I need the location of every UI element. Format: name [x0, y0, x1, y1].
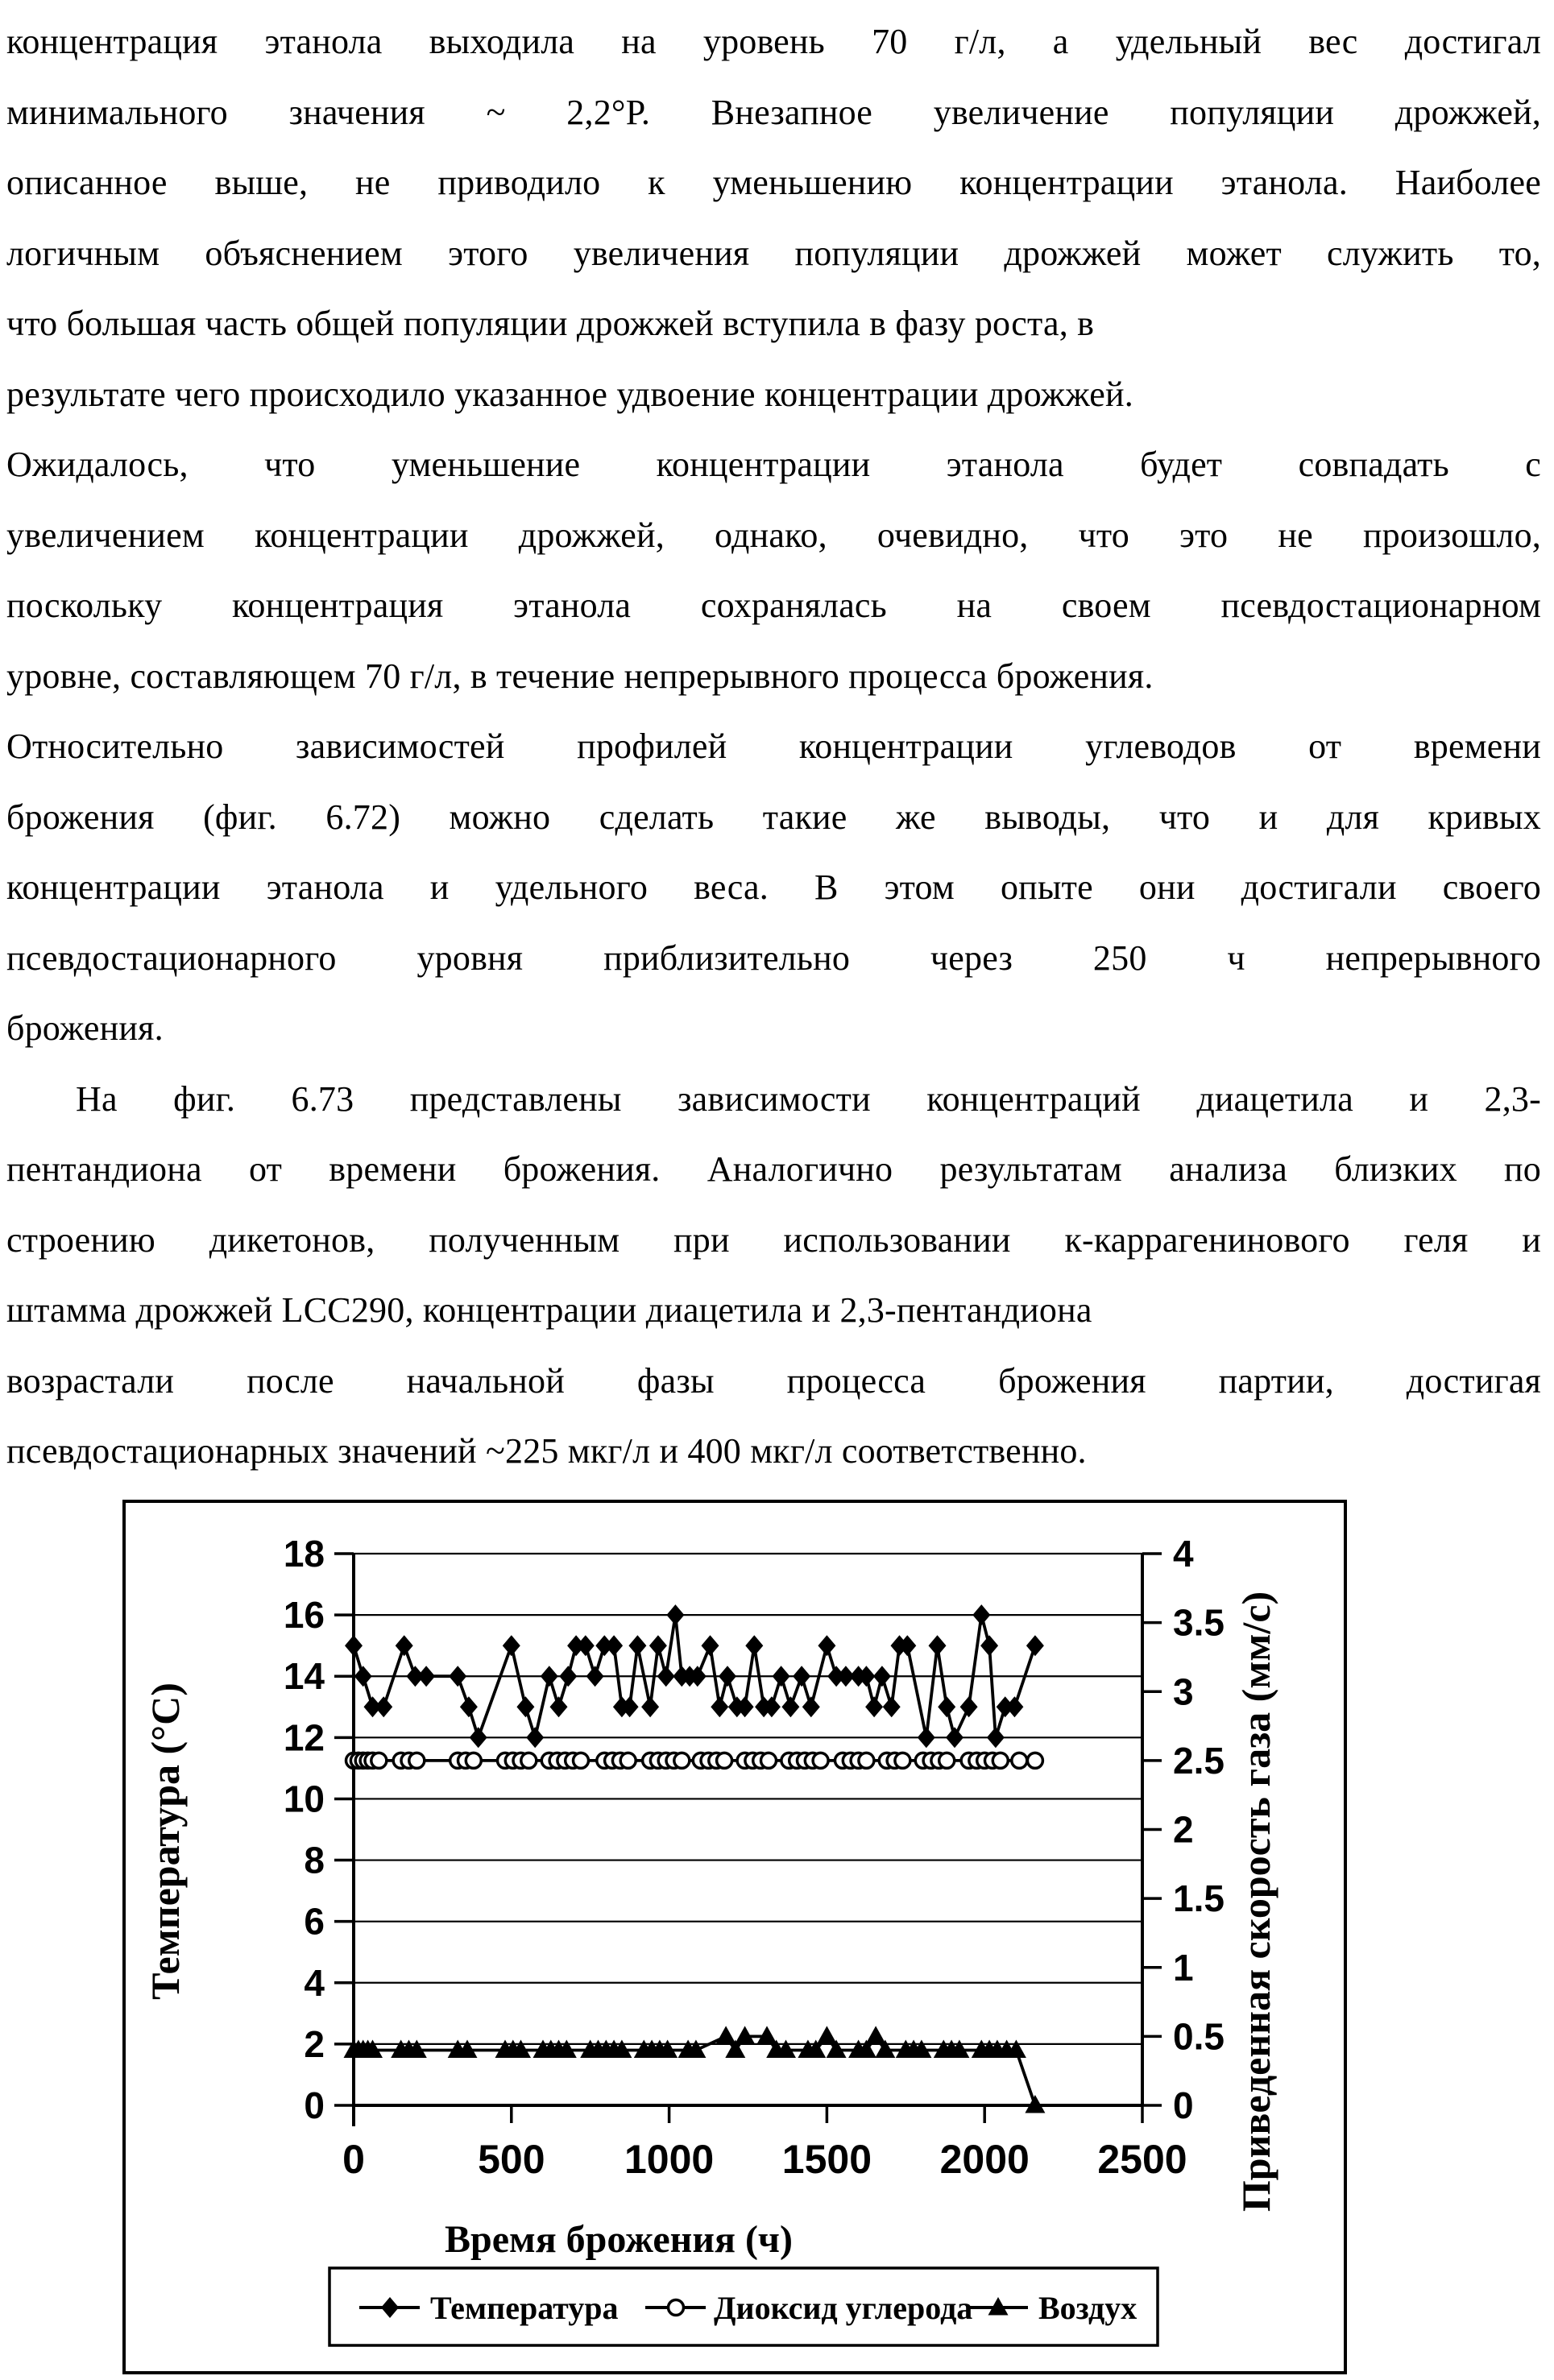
- right-axis-tick-label: 2: [1173, 1808, 1194, 1851]
- text-line: увеличением концентрации дрожжей, однако, очевидно, что это не произошло,: [6, 515, 1541, 555]
- x-axis-tick-label: 2500: [1097, 2137, 1187, 2182]
- text-line: минимального значения ~ 2,2°Р. Внезапное увеличение популяции дрожжей,: [6, 92, 1541, 132]
- text-line: что большая часть общей популяции дрожжей вступила в фазу роста, в: [6, 304, 1095, 343]
- text-line: описанное выше, не приводило к уменьшению концентрации этанола. Наиболее: [6, 163, 1541, 202]
- right-axis-tick-label: 3.5: [1173, 1601, 1225, 1644]
- x-axis-tick-label: 0: [342, 2137, 365, 2182]
- right-axis-tick-label: 0: [1173, 2084, 1194, 2126]
- text-line: возрастали после начальной фазы процесса брожения партии, достигая: [6, 1360, 1541, 1401]
- text-line: штамма дрожжей LCC290, концентрации диацетила и 2,3-пентандиона: [6, 1290, 1092, 1330]
- left-axis-tick-label: 12: [283, 1716, 325, 1759]
- text-line: концентрация этанола выходила на уровень 70 г/л, а удельный вес достигал: [6, 22, 1541, 61]
- x-axis-tick-label: 1500: [781, 2137, 872, 2182]
- left-axis-tick-label: 10: [283, 1778, 325, 1820]
- text-line: На фиг. 6.73 представлены зависимости концентраций диацетила и 2,3-: [76, 1078, 1541, 1119]
- right-axis-tick-label: 4: [1173, 1533, 1194, 1575]
- right-axis-tick-label: 1.5: [1173, 1877, 1225, 1920]
- right-axis-tick-label: 3: [1173, 1670, 1194, 1713]
- x-axis-tick-label: 1000: [624, 2137, 715, 2182]
- left-axis-tick-label: 6: [304, 1900, 325, 1943]
- document-text: [6, 6, 1541, 1487]
- legend-label: Воздух: [1038, 2290, 1138, 2326]
- text-line: пентандиона от времени брожения. Аналогично результатам анализа близких по: [6, 1149, 1541, 1189]
- x-axis: [342, 2105, 1187, 2182]
- left-axis-tick-label: 8: [304, 1839, 325, 1881]
- x-axis-tick-label: 2000: [939, 2137, 1030, 2182]
- text-line: логичным объяснением этого увеличения популяции дрожжей может служить то,: [6, 233, 1541, 273]
- text-line: брожения.: [6, 1008, 164, 1048]
- left-axis-tick-label: 2: [304, 2022, 325, 2065]
- x-axis-title: Время брожения (ч): [445, 2218, 793, 2261]
- legend-label: Диоксид углерода: [714, 2290, 973, 2326]
- text-line: концентрации этанола и удельного веса. В этом опыте они достигали своего: [6, 867, 1541, 907]
- text-line: строению дикетонов, полученным при использовании к-каррагенинового геля и: [6, 1219, 1541, 1260]
- text-line: поскольку концентрация этанола сохранялась на своем псевдостационарном: [6, 586, 1541, 625]
- left-axis-tick-label: 18: [283, 1533, 325, 1575]
- right-axis-tick-label: 2.5: [1173, 1739, 1225, 1782]
- text-line: Относительно зависимостей профилей концентрации углеводов от времени: [6, 726, 1541, 766]
- left-axis-tick-label: 0: [304, 2084, 325, 2126]
- left-axis-tick-label: 16: [283, 1594, 325, 1637]
- right-axis: [1142, 1533, 1225, 2126]
- figure-box: [122, 1500, 1347, 2374]
- text-line: уровне, составляющем 70 г/л, в течение непрерывного процесса брожения.: [6, 656, 1154, 696]
- left-axis-tick-label: 14: [283, 1655, 325, 1698]
- right-axis-tick-label: 1: [1173, 1946, 1194, 1989]
- chart-gridlines: [354, 1554, 1142, 2105]
- left-axis-title: Температура (°С): [143, 1683, 188, 2000]
- legend-label: Температура: [430, 2290, 619, 2326]
- series-carbon-dioxide: [346, 1753, 1043, 1768]
- right-axis-title: Приведенная скорость газа (мм/с): [1233, 1591, 1278, 2212]
- left-axis: [284, 1533, 354, 2126]
- left-axis-tick-label: 4: [304, 1961, 325, 2004]
- chart-legend: [329, 2268, 1158, 2345]
- series-air: [344, 2026, 1046, 2113]
- right-axis-tick-label: 0.5: [1173, 2015, 1225, 2058]
- text-line: брожения (фиг. 6.72) можно сделать такие же выводы, что и для кривых: [6, 797, 1541, 837]
- text-line: Ожидалось, что уменьшение концентрации этанола будет совпадать с: [6, 445, 1541, 484]
- x-axis-tick-label: 500: [478, 2137, 545, 2182]
- text-line: псевдостационарного уровня приблизительно через 250 ч непрерывного: [6, 938, 1541, 978]
- text-line: псевдостационарных значений ~225 мкг/л и 400 мкг/л соответственно.: [6, 1431, 1087, 1471]
- text-line: результате чего происходило указанное удвоение концентрации дрожжей.: [6, 374, 1133, 414]
- fermentation-chart: [126, 1503, 1344, 2371]
